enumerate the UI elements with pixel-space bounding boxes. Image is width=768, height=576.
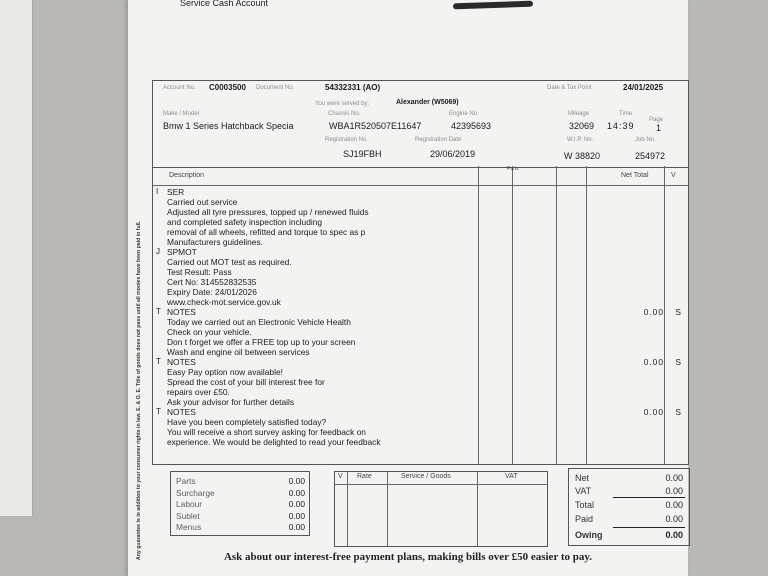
totals-row-vat: VAT 0.00 (575, 486, 683, 496)
line-item-description-line: Check on your vehicle. (167, 327, 252, 337)
line-item-description-line: You will receive a short survey asking for feedback on (167, 427, 366, 437)
vat-table-rate-header: Rate (357, 473, 372, 480)
background-sheet (0, 0, 33, 516)
line-item-code: I (156, 187, 159, 196)
line-item-description-line: Manufacturers guidelines. (167, 237, 263, 247)
mileage-value: 32069 (569, 121, 595, 131)
line-item-code: T (156, 307, 161, 316)
line-item-code: J (156, 247, 160, 256)
line-item-description-line: Test Result: Pass (167, 267, 232, 277)
date-value: 24/01/2025 (623, 83, 664, 92)
category-row-labour: Labour 0.00 (176, 499, 305, 509)
footer-payment-plan-message: Ask about our interest-free payment plans, making bills over £50 easier to pay. (223, 551, 593, 563)
totals-row-paid: Paid 0.00 (575, 514, 683, 524)
category-row-menus: Menus 0.00 (176, 522, 305, 532)
document-no-label: Document No. (256, 85, 295, 91)
line-item-description-line: Cert No: 314552832535 (167, 277, 257, 287)
registration-date-label: Registration Date (415, 137, 462, 143)
account-no-value: C0003500 (209, 83, 246, 92)
guarantee-side-note: Any guarantee is in addition to your consumer rights in law. E. & O. E. Title of goods does not pass until all monies have been paid in full. (136, 221, 142, 560)
page-value: 1 (656, 123, 662, 133)
line-item-net-total: 0.00 (643, 307, 664, 317)
line-item-code-title: SER (167, 187, 185, 197)
job-no-value: 254972 (635, 151, 666, 161)
wip-value: W 38820 (564, 151, 601, 161)
line-item-description-line: Ask your advisor for further details (167, 397, 295, 407)
vat-table-vat-header: VAT (505, 473, 518, 480)
line-item-code-title: NOTES (167, 407, 196, 417)
vat-table-service-goods-header: Service / Goods (401, 473, 451, 480)
net-total-column-header: Net Total (621, 172, 649, 179)
page-label: Page (649, 117, 664, 123)
time-label: Time (619, 111, 633, 117)
mileage-label: Mileage (568, 111, 590, 117)
line-item-description-line: Expiry Date: 24/01/2026 (167, 287, 257, 297)
registration-label: Registration No. (325, 137, 369, 143)
line-item-description-line: Carried out service (167, 197, 238, 207)
line-item-code-title: NOTES (167, 357, 196, 367)
line-item-description-line: Wash and engine oil between services (167, 347, 310, 357)
chassis-label: Chassis No. (328, 111, 361, 117)
line-item-description-line: Adjusted all tyre pressures, topped up / renewed fluids (167, 207, 369, 217)
line-item-description-line: Have you been completely satisfied today? (167, 417, 327, 427)
category-row-parts: Parts 0.00 (176, 476, 305, 486)
line-item-net-total: 0.00 (643, 407, 664, 417)
vat-code-column-header: V (671, 172, 676, 179)
engine-value: 42395693 (451, 121, 492, 131)
line-item-description-line: and completed safety inspection including (167, 217, 323, 227)
served-by-value: Alexander (W5069) (396, 99, 459, 106)
cost-categories-box (170, 471, 310, 536)
make-model-value: Bmw 1 Series Hatchback Specia (163, 121, 294, 131)
line-item-code-title: NOTES (167, 307, 196, 317)
vat-table-v-header: V (338, 473, 343, 480)
invoice-page (128, 0, 688, 576)
line-item-description-line: Don t forget we offer a FREE top up to your screen (167, 337, 356, 347)
document-no-value: 54332331 (AO) (325, 83, 381, 92)
date-label: Date & Tax Point (547, 85, 592, 91)
line-item-description-line: repairs over £50. (167, 387, 230, 397)
engine-label: Engine No. (449, 111, 479, 117)
description-column-header: Description (169, 172, 205, 179)
parts-column-header: Parts (507, 166, 519, 172)
category-row-sublet: Sublet 0.00 (176, 511, 305, 521)
line-item-vat-code: S (675, 307, 681, 317)
line-item-code: T (156, 357, 161, 366)
line-item-description-line: experience. We would be delighted to read your feedback (167, 437, 381, 447)
totals-row-net: Net 0.00 (575, 473, 683, 483)
totals-row-total: Total 0.00 (575, 500, 683, 510)
category-row-surcharge: Surcharge 0.00 (176, 488, 305, 498)
redacted-scribble (453, 1, 533, 10)
line-item-description-line: Today we carried out an Electronic Vehicle Health (167, 317, 351, 327)
job-no-label: Job No. (635, 137, 656, 143)
line-item-vat-code: S (675, 407, 681, 417)
line-item-net-total: 0.00 (643, 357, 664, 367)
registration-value: SJ19FBH (343, 149, 382, 159)
document-header-title: Service Cash Account (180, 0, 269, 8)
line-item-description-line: Easy Pay option now available! (167, 367, 283, 377)
make-model-label: Make / Model (163, 111, 200, 117)
wip-label: W.I.P. No. (567, 137, 594, 143)
totals-box (568, 468, 690, 546)
line-item-code: T (156, 407, 161, 416)
vat-analysis-box (334, 471, 548, 547)
served-by-label: You were served by: (315, 101, 370, 107)
registration-date-value: 29/06/2019 (430, 149, 476, 159)
line-item-code-title: SPMOT (167, 247, 197, 257)
line-item-description-line: Spread the cost of your bill interest free for (167, 377, 325, 387)
chassis-value: WBA1R520507E11647 (329, 121, 422, 131)
time-value: 14:39 (607, 121, 635, 131)
account-no-label: Account No. (163, 85, 196, 91)
line-item-description-line: www.check-mot.service.gov.uk (167, 297, 281, 307)
line-item-description-line: Carried out MOT test as required. (167, 257, 292, 267)
totals-row-owing: Owing 0.00 (575, 530, 683, 540)
invoice-info-box (152, 80, 689, 168)
line-items-table (152, 166, 689, 465)
line-item-description-line: removal of all wheels, refitted and torque to spec as p (167, 227, 366, 237)
line-item-vat-code: S (675, 357, 681, 367)
